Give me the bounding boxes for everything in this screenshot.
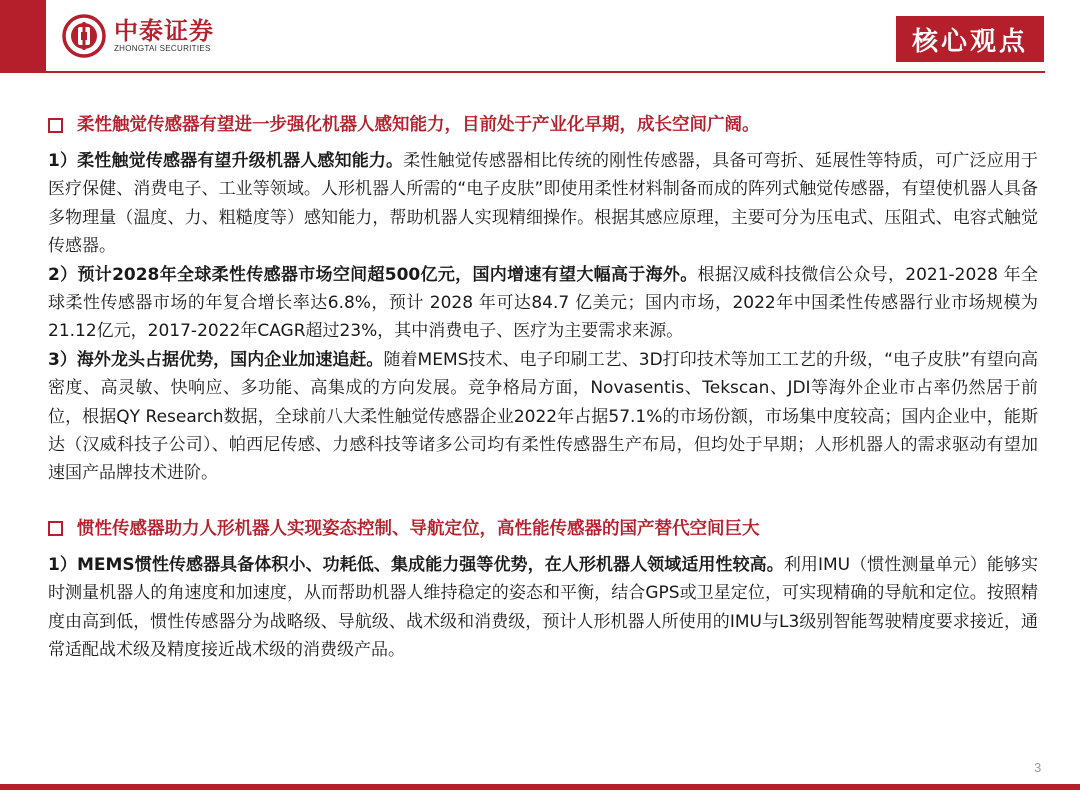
paragraph <box>48 551 1038 665</box>
square-bullet-icon <box>48 521 63 536</box>
paragraph <box>48 346 1038 488</box>
paragraph <box>48 147 1038 261</box>
paragraph-lead: 1）柔性触觉传感器有望升级机器人感知能力。 <box>48 151 404 171</box>
paragraph-body: 柔性触觉传感器相比传统的刚性传感器，具备可弯折、延展性等特质，可广泛应用于医疗保健、消费电子、工业等领域。人形机器人所需的“电子皮肤”即使用柔性材料制备而成的阵列式触觉传感器，有望使机器人具备多物理量（温度、力、粗糙度等）感知能力，帮助机器人实现精细操作。根据其感应原理，主要可分为压电式、压阻式、电容式触觉传感器。 <box>48 151 1039 257</box>
header-divider <box>46 71 1045 73</box>
paragraph-lead: 2）预计2028年全球柔性传感器市场空间超500亿元，国内增速有望大幅高于海外。 <box>48 264 698 285</box>
paragraph-body: 根据汉威科技微信公众号，2021-2028 年全球柔性传感器市场的年复合增长率达6.8%，预计 2028 年可达84.7 亿美元；国内市场，2022年中国柔性传感器行业市场规模为21.12亿元，2017-2022年CAGR超过23%，其中消费电子、医疗为主要需求来源。 <box>48 264 1038 342</box>
section-title-text: 惯性传感器助力人形机器人实现姿态控制、导航定位，高性能传感器的国产替代空间巨大 <box>77 518 760 539</box>
paragraph-lead: 3）海外龙头占据优势，国内企业加速追赶。 <box>48 349 384 370</box>
section-title-text: 柔性触觉传感器有望进一步强化机器人感知能力，目前处于产业化早期，成长空间广阔。 <box>77 115 760 135</box>
section-badge: 核心观点 <box>896 16 1044 62</box>
section-title <box>48 112 1038 138</box>
square-bullet-icon <box>48 118 63 133</box>
section-title <box>48 516 1038 542</box>
paragraph-body: 随着MEMS技术、电子印刷工艺、3D打印技术等加工工艺的升级，“电子皮肤”有望向高密度、高灵敏、快响应、多功能、高集成的方向发展。竞争格局方面，Novasentis、Tekscan、JDI等海外企业市占率仍然居于前位，根据QY Research数据，全球前八大柔性触觉传感器企业2022年占据57.1%的市场份额，市场集中度较高；国内企业中，能斯达（汉威科技子公司）、帕西尼传感、力感科技等诸多公司均有柔性传感器生产布局，但均处于早期；人形机器人的需求驱动有望加速国产品牌技术进阶。 <box>48 349 1039 484</box>
main-content <box>48 112 1038 665</box>
zhongtai-logo-icon <box>62 14 106 58</box>
brand-name-en: ZHONGTAI SECURITIES <box>114 44 211 53</box>
paragraph-body: 利用IMU（惯性测量单元）能够实时测量机器人的角速度和加速度，从而帮助机器人维持稳定的姿态和平衡，结合GPS或卫星定位，可实现精确的导航和定位。按照精度由高到低，惯性传感器分为战略级、导航级、战术级和消费级，预计人形机器人所使用的IMU与L3级别智能驾驶精度要求接近，通常适配战术级及精度接近战术级的消费级产品。 <box>48 554 1038 661</box>
brand-name-cn: 中泰证券 <box>114 17 214 45</box>
header-left-bar <box>0 0 46 73</box>
brand-logo <box>62 14 214 58</box>
footer-bar <box>0 784 1080 790</box>
page-number: 3 <box>1034 760 1042 775</box>
paragraph-lead: 1）MEMS惯性传感器具备体积小、功耗低、集成能力强等优势，在人形机器人领域适用性较高。 <box>48 554 784 575</box>
paragraph <box>48 261 1038 346</box>
